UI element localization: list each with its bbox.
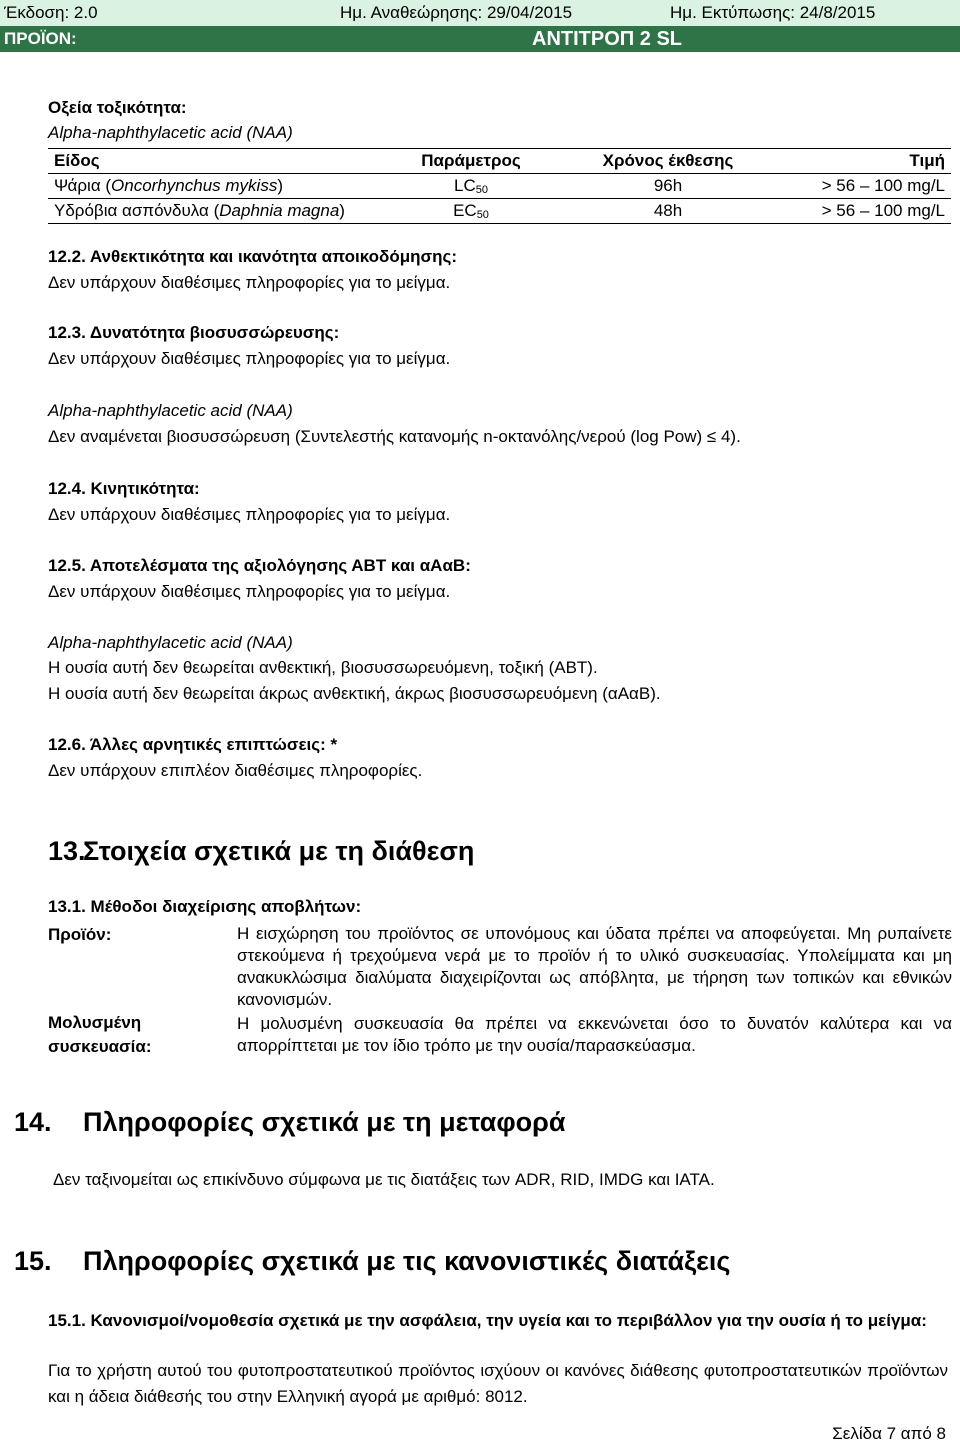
section-12-5-text: Δεν υπάρχουν διαθέσιμες πληροφορίες για το μείγμα. bbox=[48, 582, 451, 601]
section-12-3-text: Δεν υπάρχουν διαθέσιμες πληροφορίες για το μείγμα. bbox=[48, 349, 451, 368]
section-12-5-substance: Alpha-naphthylacetic acid (NAA) bbox=[48, 633, 293, 652]
time-cell: 96h bbox=[552, 174, 784, 199]
section-12-3-substance: Alpha-naphthylacetic acid (NAA) bbox=[48, 401, 293, 420]
section-12-6-heading: 12.6. Άλλες αρνητικές επιπτώσεις: * bbox=[48, 735, 338, 754]
header-info-bar bbox=[0, 0, 960, 26]
edition: Έκδοση: 2.0 bbox=[4, 3, 98, 22]
time-cell: 48h bbox=[552, 199, 784, 224]
col-exposure-time: Χρόνος έκθεσης bbox=[552, 149, 784, 174]
section-15-number: 15. bbox=[14, 1246, 52, 1276]
product-disposal-text: Η εισχώρηση του προϊόντος σε υπονόμους και ύδατα πρέπει να αποφεύγεται. Μη ρυπαίνετε στεκούμενα ή τρεχούμενα νερά με το προϊόν ή το υλικό συσκευασίας. Υπολείμματα και μη ανακυκλώσιμα διαλύματα διαχειρίζονται ως απόβλητα, με τήρηση των τοπικών και εθνικών κανονισμών. bbox=[237, 924, 952, 1009]
section-12-3-text2: Δεν αναμένεται βιοσυσσώρευση (Συντελεστής κατανομής n-οκτανόλης/νερού (log Pow) ≤ 4). bbox=[48, 427, 741, 446]
section-13-1-heading: 13.1. Μέθοδοι διαχείρισης αποβλήτων: bbox=[48, 897, 362, 916]
section-12-2-text: Δεν υπάρχουν διαθέσιμες πληροφορίες για το μείγμα. bbox=[48, 273, 451, 292]
section-15-1-text: Για το χρήστη αυτού του φυτοπροστατευτικού προϊόντος ισχύουν οι κανόνες διάθεσης φυτοπροστατευτικών προϊόντων και η άδεια διάθεσής του στην Ελληνική αγορά με αριθμό: 8012. bbox=[48, 1361, 948, 1406]
section-12-5-line2: Η ουσία αυτή δεν θεωρείται άκρως ανθεκτική, άκρως βιοσυσσωρευόμενη (αΑαΒ). bbox=[48, 684, 661, 703]
parameter-cell: $EC_{50}$ bbox=[390, 199, 552, 224]
table-header-row bbox=[48, 149, 951, 174]
page-number: Σελίδα 7 από 8 bbox=[832, 1424, 946, 1443]
section-13-title: Στοιχεία σχετικά με τη διάθεση bbox=[83, 836, 475, 866]
packaging-text: Η μολυσμένη συσκευασία θα πρέπει να εκκενώνεται όσο το δυνατόν καλύτερα και να απορρίπτεται με τον ίδιο τρόπο με την ουσία/παρασκεύασμα. bbox=[237, 1014, 952, 1055]
section-14-text: Δεν ταξινομείται ως επικίνδυνο σύμφωνα με τις διατάξεις των ADR, RID, IMDG και IATA. bbox=[53, 1170, 715, 1189]
section-14-number: 14. bbox=[14, 1107, 52, 1137]
print-date: Ημ. Εκτύπωσης: 24/8/2015 bbox=[670, 3, 876, 22]
col-species: Είδος bbox=[48, 149, 390, 174]
section-12-4-heading: 12.4. Κινητικότητα: bbox=[48, 479, 200, 498]
packaging-label-line1: Μολυσμένη bbox=[48, 1013, 142, 1032]
table-row bbox=[48, 174, 951, 199]
section-12-5-heading: 12.5. Αποτελέσματα της αξιολόγησης ΑΒΤ και αΑαΒ: bbox=[48, 556, 471, 575]
product-disposal-label: Προϊόν: bbox=[48, 925, 112, 944]
revision-date: Ημ. Αναθεώρησης: 29/04/2015 bbox=[340, 3, 573, 22]
section-12-6-text: Δεν υπάρχουν επιπλέον διαθέσιμες πληροφορίες. bbox=[48, 761, 423, 780]
section-12-5-line1: Η ουσία αυτή δεν θεωρείται ανθεκτική, βιοσυσσωρευόμενη, τοξική (ΑΒΤ). bbox=[48, 658, 598, 677]
section-15-title: Πληροφορίες σχετικά με τις κανονιστικές διατάξεις bbox=[83, 1246, 731, 1276]
table-row bbox=[48, 199, 951, 224]
value-cell: > 56 – 100 mg/L bbox=[784, 199, 951, 224]
section-12-4-text: Δεν υπάρχουν διαθέσιμες πληροφορίες για το μείγμα. bbox=[48, 505, 451, 524]
product-label: ΠΡΟΪΟΝ: bbox=[4, 29, 77, 48]
value-cell: > 56 – 100 mg/L bbox=[784, 174, 951, 199]
species-cell: Ψάρια (Oncorhynchus mykiss) bbox=[48, 174, 390, 199]
section-13-number: 13. bbox=[48, 836, 86, 866]
section-12-2-heading: 12.2. Ανθεκτικότητα και ικανότητα αποικοδόμησης: bbox=[48, 247, 458, 266]
col-parameter: Παράμετρος bbox=[390, 149, 552, 174]
species-cell: Υδρόβια ασπόνδυλα (Daphnia magna) bbox=[48, 199, 390, 224]
col-value: Τιμή bbox=[784, 149, 951, 174]
toxicity-table bbox=[48, 148, 951, 224]
section-14-title: Πληροφορίες σχετικά με τη μεταφορά bbox=[83, 1107, 566, 1137]
header-product-bar bbox=[0, 26, 960, 52]
parameter-cell: $LC_{50}$ bbox=[390, 174, 552, 199]
section-15-1-heading: 15.1. Κανονισμοί/νομοθεσία σχετικά με την ασφάλεια, την υγεία και το περιβάλλον για την ουσία ή το μείγμα: bbox=[48, 1311, 927, 1330]
acute-toxicity-heading: Οξεία τοξικότητα: bbox=[48, 98, 187, 117]
acute-toxicity-substance: Alpha-naphthylacetic acid (NAA) bbox=[48, 123, 293, 142]
packaging-label-line2: συσκευασία: bbox=[48, 1037, 152, 1056]
product-name: ΑΝΤΙΤΡΟΠ 2 SL bbox=[532, 27, 683, 50]
section-12-3-heading: 12.3. Δυνατότητα βιοσυσσώρευσης: bbox=[48, 323, 340, 342]
